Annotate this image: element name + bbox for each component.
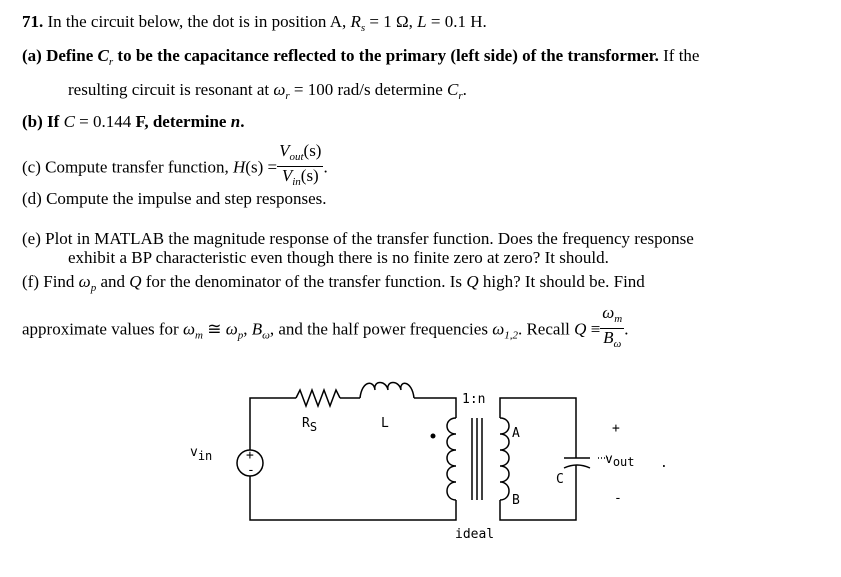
problem-statement: 71. In the circuit below, the dot is in position A, $R_s = 1$ Ω, L = 0.1 H. — [22, 12, 487, 34]
inductor-l — [360, 383, 414, 399]
part-d: (d) Compute the impulse and step responses. — [22, 189, 327, 208]
secondary-coil — [500, 418, 509, 500]
primary-coil — [447, 418, 456, 500]
part-b: (b) If C = 0.144 F, determine n. — [22, 112, 245, 131]
part-a: (a) Define $C_r$ to be the capacitance reflected to the primary (left side) of the transformer. If the — [22, 46, 700, 68]
part-f: (f) Find $\omega_p$ and Q for the denominator of the transfer function. Is Q high? It should be. Find — [22, 272, 645, 294]
ratio-label: 1:n — [462, 392, 486, 407]
rs-label: RS — [302, 416, 318, 434]
part-e-line2: exhibit a BP characteristic even though there is no finite zero at zero? It should. — [68, 248, 609, 267]
source-minus: - — [247, 463, 255, 478]
l-label: L — [381, 416, 389, 431]
wire-l-to-primary — [414, 398, 456, 418]
wire-secondary-top — [500, 398, 576, 450]
wire-left-bottom — [250, 476, 456, 520]
cap-label: C — [556, 472, 564, 487]
vout-label: vout — [605, 452, 635, 469]
polarity-dot — [431, 434, 436, 439]
capacitor-plate-bottom — [564, 465, 590, 468]
vin-label: vin — [190, 445, 213, 463]
problem-number: 71. — [22, 12, 44, 31]
node-b-label: B — [512, 493, 520, 508]
part-a-line2: resulting circuit is resonant at $\omega_r = 100$ rad/s determine $C_r$. — [68, 80, 467, 102]
problem-intro: In the circuit below, the dot is in position A, — [47, 12, 347, 31]
transfer-function-fraction: $\frac{V_{out}(s)}{V_{in}(s)}$ — [279, 141, 322, 188]
part-f-line2: approximate values for $\omega_m$ ≅ $\omega_p$, $B_\omega$, and the half power frequencies $\omega_{1,2}$. Recall Q ≡ $\frac{\omega_m}{B_\omega}$ . — [22, 306, 628, 355]
ideal-label: ideal — [455, 527, 495, 542]
vout-plus: + — [612, 421, 620, 436]
resistor-rs — [296, 390, 340, 406]
node-a-label: A — [512, 426, 520, 441]
part-c: (c) Compute transfer function, H(s) = $\frac{V_{out}(s)}{V_{in}(s)}$ . — [22, 144, 328, 193]
wire-left-top — [250, 398, 296, 450]
source-plus: + — [246, 448, 254, 463]
part-e-line1: (e) Plot in MATLAB the magnitude response of the transfer function. Does the frequency response — [22, 229, 694, 248]
vout-period: . — [660, 456, 668, 471]
quality-factor-fraction: $\frac{\omega_m}{B_\omega}$ — [602, 303, 623, 350]
vout-minus: - — [614, 491, 622, 506]
